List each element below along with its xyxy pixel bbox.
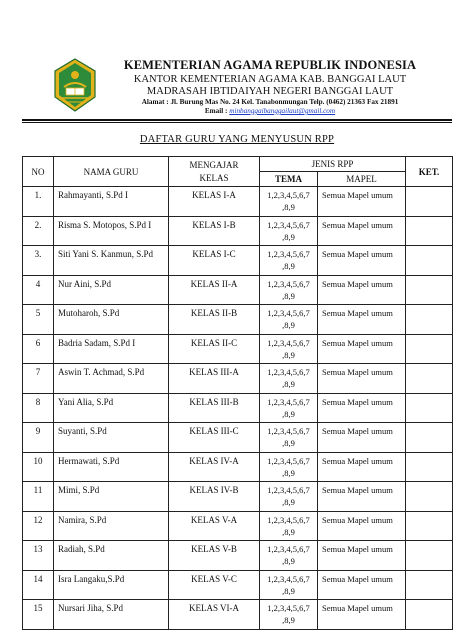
header-tema: TEMA bbox=[260, 172, 318, 187]
row-number: 15 bbox=[23, 600, 54, 630]
ket-value bbox=[406, 452, 453, 482]
row-number: 7 bbox=[23, 364, 54, 394]
tema-line-2: ,8,9 bbox=[282, 526, 295, 537]
tema-values bbox=[260, 187, 318, 217]
tema-line-1: 1,2,3,4,5,6,7 bbox=[267, 308, 310, 318]
tema-line-2: ,8,9 bbox=[282, 438, 295, 448]
tema-values bbox=[260, 600, 318, 630]
table-row bbox=[23, 600, 453, 630]
class-name: KELAS II-A bbox=[169, 275, 260, 305]
email-label: Email : bbox=[204, 107, 228, 115]
school-name: MADRASAH IBTIDAIYAH NEGERI BANGGAI LAUT bbox=[146, 86, 394, 97]
tema-line-1: 1,2,3,4,5,6,7 bbox=[267, 544, 310, 554]
row-number: 4 bbox=[23, 275, 54, 305]
tema-line-2: ,8,9 bbox=[282, 261, 295, 271]
row-number: 13 bbox=[23, 541, 54, 571]
header-ket: KET. bbox=[406, 157, 453, 187]
row-number: 3. bbox=[23, 246, 54, 276]
tema-line-1: 1,2,3,4,5,6,7 bbox=[267, 396, 310, 407]
tema-values bbox=[260, 423, 318, 453]
ket-value bbox=[406, 364, 453, 394]
tema-line-2: ,8,9 bbox=[282, 408, 295, 419]
tema-line-1: 1,2,3,4,5,6,7 bbox=[267, 249, 310, 259]
tema-line-2: ,8,9 bbox=[282, 290, 295, 301]
header-nama-guru: NAMA GURU bbox=[54, 157, 169, 187]
mapel-value: Semua Mapel umum bbox=[318, 511, 406, 541]
ket-value bbox=[406, 600, 453, 630]
tema-line-1: 1,2,3,4,5,6,7 bbox=[267, 337, 310, 348]
tema-line-2: ,8,9 bbox=[282, 379, 295, 389]
table-row bbox=[23, 187, 453, 217]
tema-values bbox=[260, 452, 318, 482]
tema-values bbox=[260, 364, 318, 394]
mapel-value: Semua Mapel umum bbox=[318, 305, 406, 335]
mapel-value: Semua Mapel umum bbox=[318, 216, 406, 246]
tema-line-2: ,8,9 bbox=[282, 231, 295, 242]
table-row bbox=[23, 305, 453, 335]
mapel-value: Semua Mapel umum bbox=[318, 364, 406, 394]
teacher-name: Siti Yani S. Kanmun, S.Pd bbox=[54, 246, 169, 276]
header-jenis-rpp: JENIS RPP bbox=[260, 157, 406, 172]
teacher-name: Yani Alia, S.Pd bbox=[54, 393, 169, 423]
tema-values bbox=[260, 334, 318, 364]
class-name: KELAS II-B bbox=[169, 305, 260, 335]
mapel-value: Semua Mapel umum bbox=[318, 452, 406, 482]
ket-value bbox=[406, 187, 453, 217]
tema-line-1: 1,2,3,4,5,6,7 bbox=[267, 278, 310, 289]
tema-line-1: 1,2,3,4,5,6,7 bbox=[267, 485, 310, 495]
tema-values bbox=[260, 511, 318, 541]
address-line: Alamat : Jl. Burung Mas No. 24 Kel. Tanabonmungan Telp. (0462) 21363 Fax 21891 bbox=[141, 98, 399, 106]
tema-line-2: ,8,9 bbox=[282, 556, 295, 566]
email-line bbox=[100, 107, 440, 115]
row-number: 2. bbox=[23, 216, 54, 246]
teacher-name: Hermawati, S.Pd bbox=[54, 452, 169, 482]
ministry-name: KEMENTERIAN AGAMA REPUBLIK INDONESIA bbox=[123, 58, 417, 72]
ket-value bbox=[406, 482, 453, 512]
teacher-name: Risma S. Motopos, S.Pd I bbox=[54, 216, 169, 246]
teacher-name: Rahmayanti, S.Pd I bbox=[54, 187, 169, 217]
teacher-name: Namira, S.Pd bbox=[54, 511, 169, 541]
tema-line-1: 1,2,3,4,5,6,7 bbox=[267, 190, 310, 200]
table-row bbox=[23, 275, 453, 305]
letterhead bbox=[0, 0, 474, 122]
tema-line-2: ,8,9 bbox=[282, 467, 295, 478]
tema-line-2: ,8,9 bbox=[282, 202, 295, 212]
row-number: 6 bbox=[23, 334, 54, 364]
mapel-value: Semua Mapel umum bbox=[318, 541, 406, 571]
teacher-name: Mutoharoh, S.Pd bbox=[54, 305, 169, 335]
tema-line-1: 1,2,3,4,5,6,7 bbox=[267, 219, 310, 230]
class-name: KELAS VI-A bbox=[169, 600, 260, 630]
tema-line-1: 1,2,3,4,5,6,7 bbox=[267, 514, 310, 525]
class-name: KELAS III-C bbox=[169, 423, 260, 453]
document-title: DAFTAR GURU YANG MENYUSUN RPP bbox=[139, 134, 335, 145]
teacher-name: Badria Sadam, S.Pd I bbox=[54, 334, 169, 364]
teacher-name: Nursari Jiha, S.Pd bbox=[54, 600, 169, 630]
tema-values bbox=[260, 246, 318, 276]
class-name: KELAS III-A bbox=[169, 364, 260, 394]
ket-value bbox=[406, 305, 453, 335]
ket-value bbox=[406, 541, 453, 571]
row-number: 5 bbox=[23, 305, 54, 335]
class-name: KELAS V-B bbox=[169, 541, 260, 571]
table-row bbox=[23, 246, 453, 276]
class-name: KELAS I-B bbox=[169, 216, 260, 246]
teacher-name: Nur Aini, S.Pd bbox=[54, 275, 169, 305]
class-name: KELAS II-C bbox=[169, 334, 260, 364]
class-name: KELAS III-B bbox=[169, 393, 260, 423]
tema-line-2: ,8,9 bbox=[282, 615, 295, 625]
office-name: KANTOR KEMENTERIAN AGAMA KAB. BANGGAI LAUT bbox=[133, 74, 407, 85]
table-row bbox=[23, 570, 453, 600]
row-number: 8 bbox=[23, 393, 54, 423]
table-row bbox=[23, 511, 453, 541]
tema-values bbox=[260, 305, 318, 335]
tema-values bbox=[260, 570, 318, 600]
ket-value bbox=[406, 423, 453, 453]
mapel-value: Semua Mapel umum bbox=[318, 423, 406, 453]
email-link[interactable]: minbanggaibanggailaut@gmail.com bbox=[229, 107, 336, 115]
mapel-value: Semua Mapel umum bbox=[318, 187, 406, 217]
tema-line-2: ,8,9 bbox=[282, 585, 295, 596]
teacher-name: Mimi, S.Pd bbox=[54, 482, 169, 512]
mapel-value: Semua Mapel umum bbox=[318, 570, 406, 600]
ket-value bbox=[406, 393, 453, 423]
tema-line-2: ,8,9 bbox=[282, 320, 295, 330]
row-number: 1. bbox=[23, 187, 54, 217]
row-number: 14 bbox=[23, 570, 54, 600]
ket-value bbox=[406, 246, 453, 276]
teacher-rpp-table bbox=[22, 156, 453, 630]
row-number: 11 bbox=[23, 482, 54, 512]
tema-line-1: 1,2,3,4,5,6,7 bbox=[267, 603, 310, 613]
tema-values bbox=[260, 541, 318, 571]
class-name: KELAS I-A bbox=[169, 187, 260, 217]
ket-value bbox=[406, 275, 453, 305]
table-row bbox=[23, 334, 453, 364]
tema-line-1: 1,2,3,4,5,6,7 bbox=[267, 367, 310, 377]
tema-line-2: ,8,9 bbox=[282, 497, 295, 507]
header-no: NO bbox=[23, 157, 54, 187]
class-name: KELAS V-C bbox=[169, 570, 260, 600]
mapel-value: Semua Mapel umum bbox=[318, 482, 406, 512]
teacher-name: Radiah, S.Pd bbox=[54, 541, 169, 571]
tema-values bbox=[260, 275, 318, 305]
class-name: KELAS I-C bbox=[169, 246, 260, 276]
teacher-name: Suyanti, S.Pd bbox=[54, 423, 169, 453]
ket-value bbox=[406, 570, 453, 600]
table-row bbox=[23, 393, 453, 423]
table-row bbox=[23, 364, 453, 394]
class-name: KELAS V-A bbox=[169, 511, 260, 541]
mapel-value: Semua Mapel umum bbox=[318, 600, 406, 630]
tema-values bbox=[260, 482, 318, 512]
header-divider-thick bbox=[22, 119, 452, 121]
row-number: 9 bbox=[23, 423, 54, 453]
teacher-name: Isra Langaku,S.Pd bbox=[54, 570, 169, 600]
class-name: KELAS IV-A bbox=[169, 452, 260, 482]
tema-values bbox=[260, 216, 318, 246]
table-row bbox=[23, 452, 453, 482]
class-name: KELAS IV-B bbox=[169, 482, 260, 512]
row-number: 12 bbox=[23, 511, 54, 541]
tema-line-2: ,8,9 bbox=[282, 349, 295, 360]
table-row bbox=[23, 541, 453, 571]
kemenag-emblem-icon bbox=[50, 57, 100, 113]
row-number: 10 bbox=[23, 452, 54, 482]
table-row bbox=[23, 423, 453, 453]
mapel-value: Semua Mapel umum bbox=[318, 246, 406, 276]
header-mapel: MAPEL bbox=[318, 172, 406, 187]
ket-value bbox=[406, 334, 453, 364]
tema-line-1: 1,2,3,4,5,6,7 bbox=[267, 573, 310, 584]
ket-value bbox=[406, 511, 453, 541]
mapel-value: Semua Mapel umum bbox=[318, 334, 406, 364]
table-row bbox=[23, 216, 453, 246]
tema-line-1: 1,2,3,4,5,6,7 bbox=[267, 455, 310, 466]
ket-value bbox=[406, 216, 453, 246]
mapel-value: Semua Mapel umum bbox=[318, 275, 406, 305]
teacher-name: Aswin T. Achmad, S.Pd bbox=[54, 364, 169, 394]
table-row bbox=[23, 482, 453, 512]
mapel-value: Semua Mapel umum bbox=[318, 393, 406, 423]
header-mengajar-kelas: MENGAJAR KELAS bbox=[169, 157, 260, 187]
header-divider-thin bbox=[22, 122, 452, 123]
tema-line-1: 1,2,3,4,5,6,7 bbox=[267, 426, 310, 436]
tema-values bbox=[260, 393, 318, 423]
